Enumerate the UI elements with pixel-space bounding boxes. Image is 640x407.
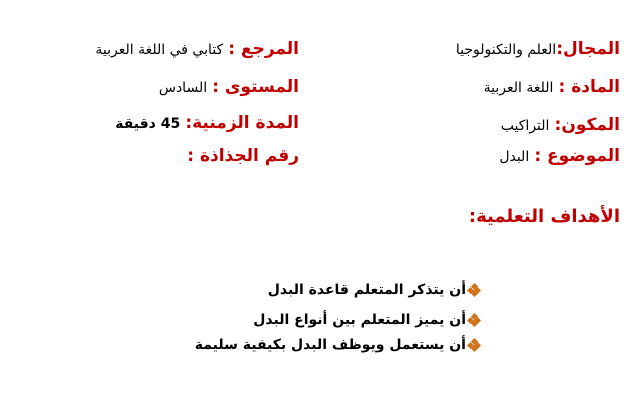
objective-item (195, 338, 480, 352)
field-duration-label: المدة الزمنية: (185, 113, 299, 133)
objectives-heading: الأهداف التعلمية: (468, 206, 620, 227)
field-subject-value: اللغة العربية (483, 80, 554, 96)
field-topic-value: البدل (499, 149, 530, 165)
objective-text: أن يتذكر المتعلم قاعدة البدل (267, 282, 466, 298)
field-reference-value: كتابي في اللغة العربية (95, 42, 224, 58)
objective-text: أن يستعمل ويوظف البدل بكيفية سليمة (194, 337, 466, 353)
field-level-value: السادس (158, 80, 208, 96)
field-sheet-number-label: رقم الجذاذة : (187, 146, 299, 166)
field-subject-label: المادة : (558, 77, 620, 97)
field-component (501, 117, 620, 134)
field-subject (484, 79, 620, 96)
field-duration-value: 45 دقيقة (115, 116, 181, 132)
field-topic-label: الموضوع : (534, 146, 620, 166)
field-level (159, 79, 299, 96)
objective-item (253, 313, 480, 327)
field-topic (499, 148, 620, 165)
field-level-label: المستوى : (212, 77, 299, 97)
field-domain-label: المجال: (556, 39, 620, 59)
diamond-bullet-icon (468, 314, 480, 326)
field-component-value: التراكيب (500, 118, 550, 134)
field-domain-value: العلم والتكنولوجيا (455, 42, 557, 58)
field-component-label: المكون: (554, 115, 620, 135)
diamond-bullet-icon (468, 339, 480, 351)
objective-text: أن يميز المتعلم بين أنواع البدل (253, 312, 466, 328)
field-domain (456, 41, 620, 58)
field-reference-label: المرجع : (228, 39, 299, 59)
diamond-bullet-icon (468, 284, 480, 296)
field-duration (115, 115, 299, 132)
field-sheet-number (187, 148, 299, 165)
field-reference (95, 41, 299, 58)
objective-item (268, 283, 480, 297)
